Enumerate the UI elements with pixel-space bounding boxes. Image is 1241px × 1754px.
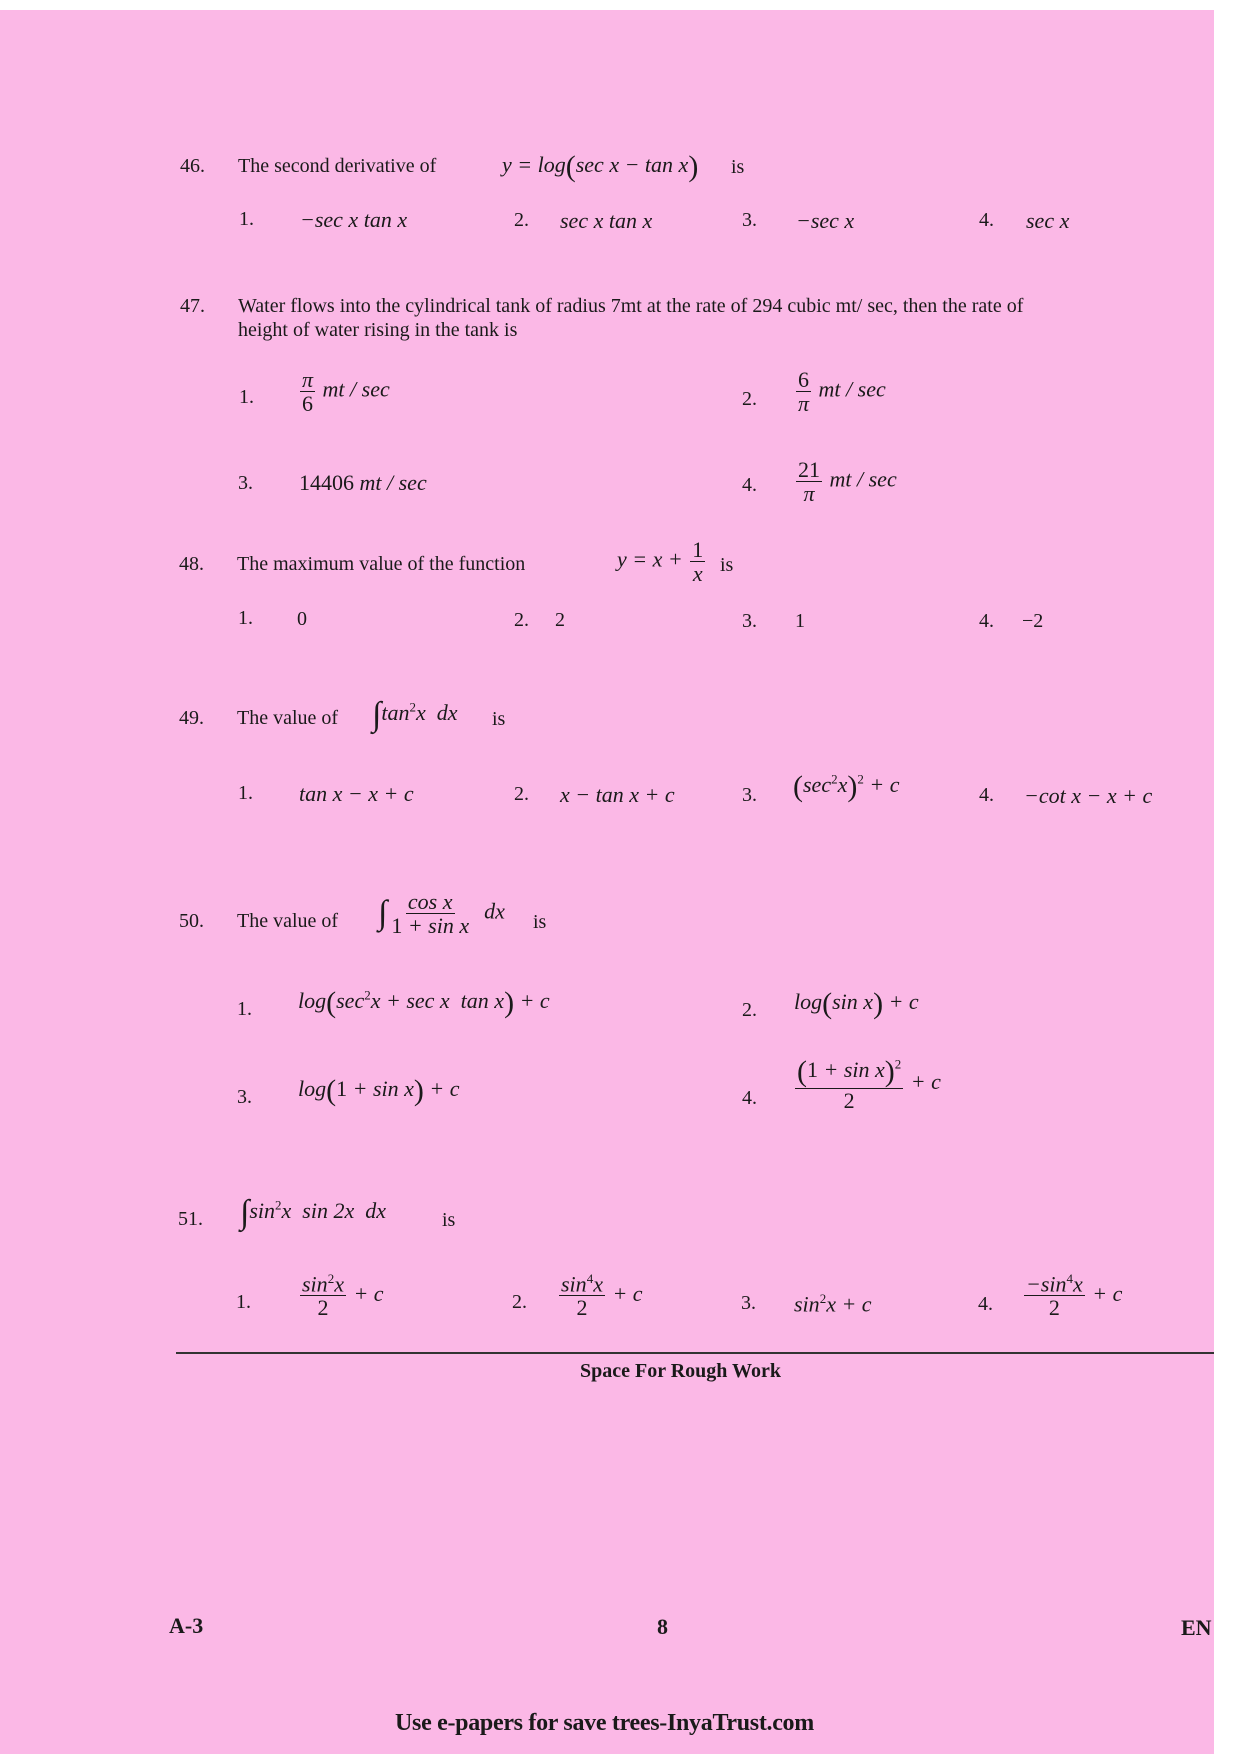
option-number: 4. <box>978 1293 993 1315</box>
option-number: 4. <box>742 474 757 496</box>
option-value: x − tan x + c <box>560 782 675 807</box>
option-number: 3. <box>741 1292 756 1314</box>
option-value: $\frac{-\sin^4x}{2}$ + c <box>1026 1271 1123 1321</box>
equation: ∫ $\frac{\text{cos x}}{\text{1 + sin x}}$ dx <box>378 889 505 939</box>
option-value: $\frac{(1 + \sin x)^2}{2}$ + c <box>797 1055 941 1113</box>
equation: y = log(sec x − tan x) <box>502 150 699 183</box>
option-value: $\log(\sec^2x + \sec x$ tan x) + c <box>298 986 550 1019</box>
option-value: $\frac{\pi}{6}$ mt / sec <box>302 367 390 417</box>
question-text: The maximum value of the function <box>237 553 526 575</box>
equation: y = x + $\frac{1}{x}$ <box>617 537 704 587</box>
option-number: 3. <box>238 472 253 494</box>
option-value: 0 <box>297 608 307 630</box>
question-number: 47. <box>180 295 205 317</box>
option-value: −sec x <box>796 208 855 233</box>
option-number: 4. <box>979 784 994 806</box>
option-value: 14406 mt / sec <box>299 470 427 495</box>
option-number: 3. <box>742 209 757 231</box>
option-value: $\frac{\sin^2x}{2}$ + c <box>302 1271 384 1321</box>
question-number: 49. <box>179 707 204 729</box>
question-text: The value of <box>237 910 339 932</box>
question-text: Water flows into the cylindrical tank of radius 7mt at the rate of 294 cubic mt/ sec, then the rate of <box>238 295 1024 317</box>
option-value: 1 <box>795 610 805 632</box>
question-number: 46. <box>180 155 205 177</box>
divider <box>176 1352 1214 1354</box>
question-number: 48. <box>179 553 204 575</box>
option-number: 2. <box>512 1291 527 1313</box>
option-number: 3. <box>742 610 757 632</box>
option-number: 1. <box>237 998 252 1020</box>
question-text: is <box>492 708 506 730</box>
equation: $\int\tan^2x$ dx <box>372 696 458 733</box>
option-value: $(\sec^2x)^2 + c$ <box>793 770 900 803</box>
option-value: $\frac{\sin^4x}{2}$ + c <box>561 1271 643 1321</box>
question-text: is <box>720 554 734 576</box>
question-number: 51. <box>178 1208 203 1230</box>
option-value: log(1 + sin x) + c <box>298 1074 460 1107</box>
option-number: 1. <box>238 782 253 804</box>
equation: $\int\sin^2x$ sin 2x dx <box>240 1194 386 1231</box>
option-number: 1. <box>236 1291 251 1313</box>
exam-page <box>0 10 1214 1754</box>
option-number: 2. <box>742 999 757 1021</box>
option-value: sec x tan x <box>560 208 653 233</box>
option-value: −cot x − x + c <box>1024 783 1153 808</box>
question-number: 50. <box>179 910 204 932</box>
option-value: log(sin x) + c <box>794 987 919 1020</box>
question-text: is <box>533 911 547 933</box>
page-number: 8 <box>657 1614 668 1639</box>
question-text: The second derivative of <box>238 155 437 177</box>
question-text: is <box>731 156 745 178</box>
option-number: 3. <box>237 1086 252 1108</box>
language-code: EN <box>1181 1615 1212 1640</box>
option-value: −2 <box>1022 610 1044 632</box>
option-value: sec x <box>1026 208 1070 233</box>
option-value: 2 <box>555 609 565 631</box>
option-value: $\frac{21}{\pi}$ mt / sec <box>798 457 897 507</box>
option-number: 4. <box>979 209 994 231</box>
option-number: 3. <box>742 784 757 806</box>
option-number: 2. <box>514 783 529 805</box>
question-text: The value of <box>237 707 339 729</box>
option-number: 4. <box>979 610 994 632</box>
question-text: height of water rising in the tank is <box>238 319 518 341</box>
option-value: $\frac{6}{\pi}$ mt / sec <box>798 367 886 417</box>
option-value: tan x − x + c <box>299 781 414 806</box>
option-value: $\sin^2x + c$ <box>794 1291 872 1317</box>
option-number: 2. <box>742 388 757 410</box>
option-number: 1. <box>238 607 253 629</box>
option-number: 1. <box>239 208 254 230</box>
watermark: Use e-papers for save trees-InyaTrust.com <box>395 1710 814 1736</box>
option-value: −sec x tan x <box>300 207 408 232</box>
booklet-code: A-3 <box>169 1613 204 1638</box>
rough-work-label: Space For Rough Work <box>580 1360 781 1382</box>
option-number: 2. <box>514 209 529 231</box>
option-number: 4. <box>742 1087 757 1109</box>
option-number: 2. <box>514 609 529 631</box>
question-text: is <box>442 1209 456 1231</box>
option-number: 1. <box>239 386 254 408</box>
